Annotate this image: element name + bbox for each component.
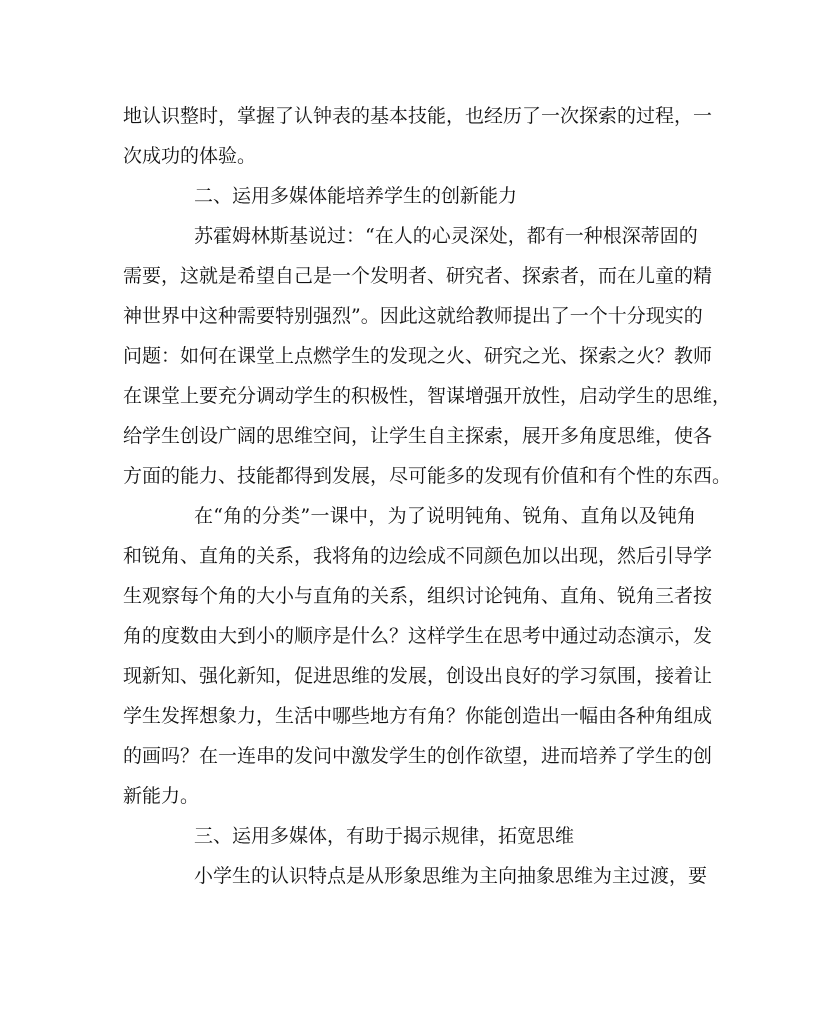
paragraph-cognitive-traits bbox=[123, 856, 708, 896]
document-body bbox=[123, 96, 732, 896]
section-heading-2 bbox=[123, 176, 696, 216]
text-line: 需要，这就是希望自己是一个发明者、研究者、探索者，而在儿童的精 bbox=[123, 265, 713, 287]
text-line: 在“角的分类”一课中，为了说明钝角、锐角、直角以及钝角 bbox=[194, 505, 696, 527]
text-line: 地认识整时，掌握了认钟表的基本技能，也经历了一次探索的过程，一 bbox=[123, 105, 713, 127]
text-line: 角的度数由大到小的顺序是什么？这样学生在思考中通过动态演示，发 bbox=[123, 625, 713, 647]
text-line: 和锐角、直角的关系，我将角的边绘成不同颜色加以出现，然后引导学 bbox=[123, 545, 713, 567]
text-line: 给学生创设广阔的思维空间，让学生自主探索，展开多角度思维，使各 bbox=[123, 425, 713, 447]
text-line: 苏霍姆林斯基说过：“在人的心灵深处，都有一种根深蒂固的 bbox=[194, 225, 698, 247]
text-line: 现新知、强化新知，促进思维的发展，创设出良好的学习氛围，接着让 bbox=[123, 665, 713, 687]
text-line: 新能力。 bbox=[123, 785, 200, 807]
text-line: 问题：如何在课堂上点燃学生的发现之火、研究之光、探索之火？教师 bbox=[123, 345, 713, 367]
heading-text: 二、运用多媒体能培养学生的创新能力 bbox=[194, 185, 518, 207]
heading-text: 三、运用多媒体，有助于揭示规律，拓宽思维 bbox=[194, 825, 575, 847]
text-line: 的画吗？在一连串的发问中激发学生的创作欲望，进而培养了学生的创 bbox=[123, 745, 713, 767]
section-heading-3 bbox=[123, 816, 696, 856]
text-line: 生观察每个角的大小与直角的关系，组织讨论钝角、直角、锐角三者按 bbox=[123, 585, 713, 607]
text-line: 小学生的认识特点是从形象思维为主向抽象思维为主过渡，要 bbox=[194, 865, 708, 887]
text-line: 次成功的体验。 bbox=[123, 145, 257, 167]
paragraph-sukhomlinsky bbox=[123, 216, 732, 496]
text-line: 学生发挥想象力，生活中哪些地方有角？你能创造出一幅由各种角组成 bbox=[123, 705, 713, 727]
text-line: 方面的能力、技能都得到发展，尽可能多的发现有价值和有个性的东西。 bbox=[123, 465, 732, 487]
paragraph-angle-classification bbox=[123, 496, 713, 816]
paragraph-continuation bbox=[123, 96, 713, 176]
text-line: 神世界中这种需要特别强烈”。因此这就给教师提出了一个十分现实的 bbox=[123, 305, 703, 327]
text-line: 在课堂上要充分调动学生的积极性，智谋增强开放性，启动学生的思维， bbox=[123, 385, 732, 407]
